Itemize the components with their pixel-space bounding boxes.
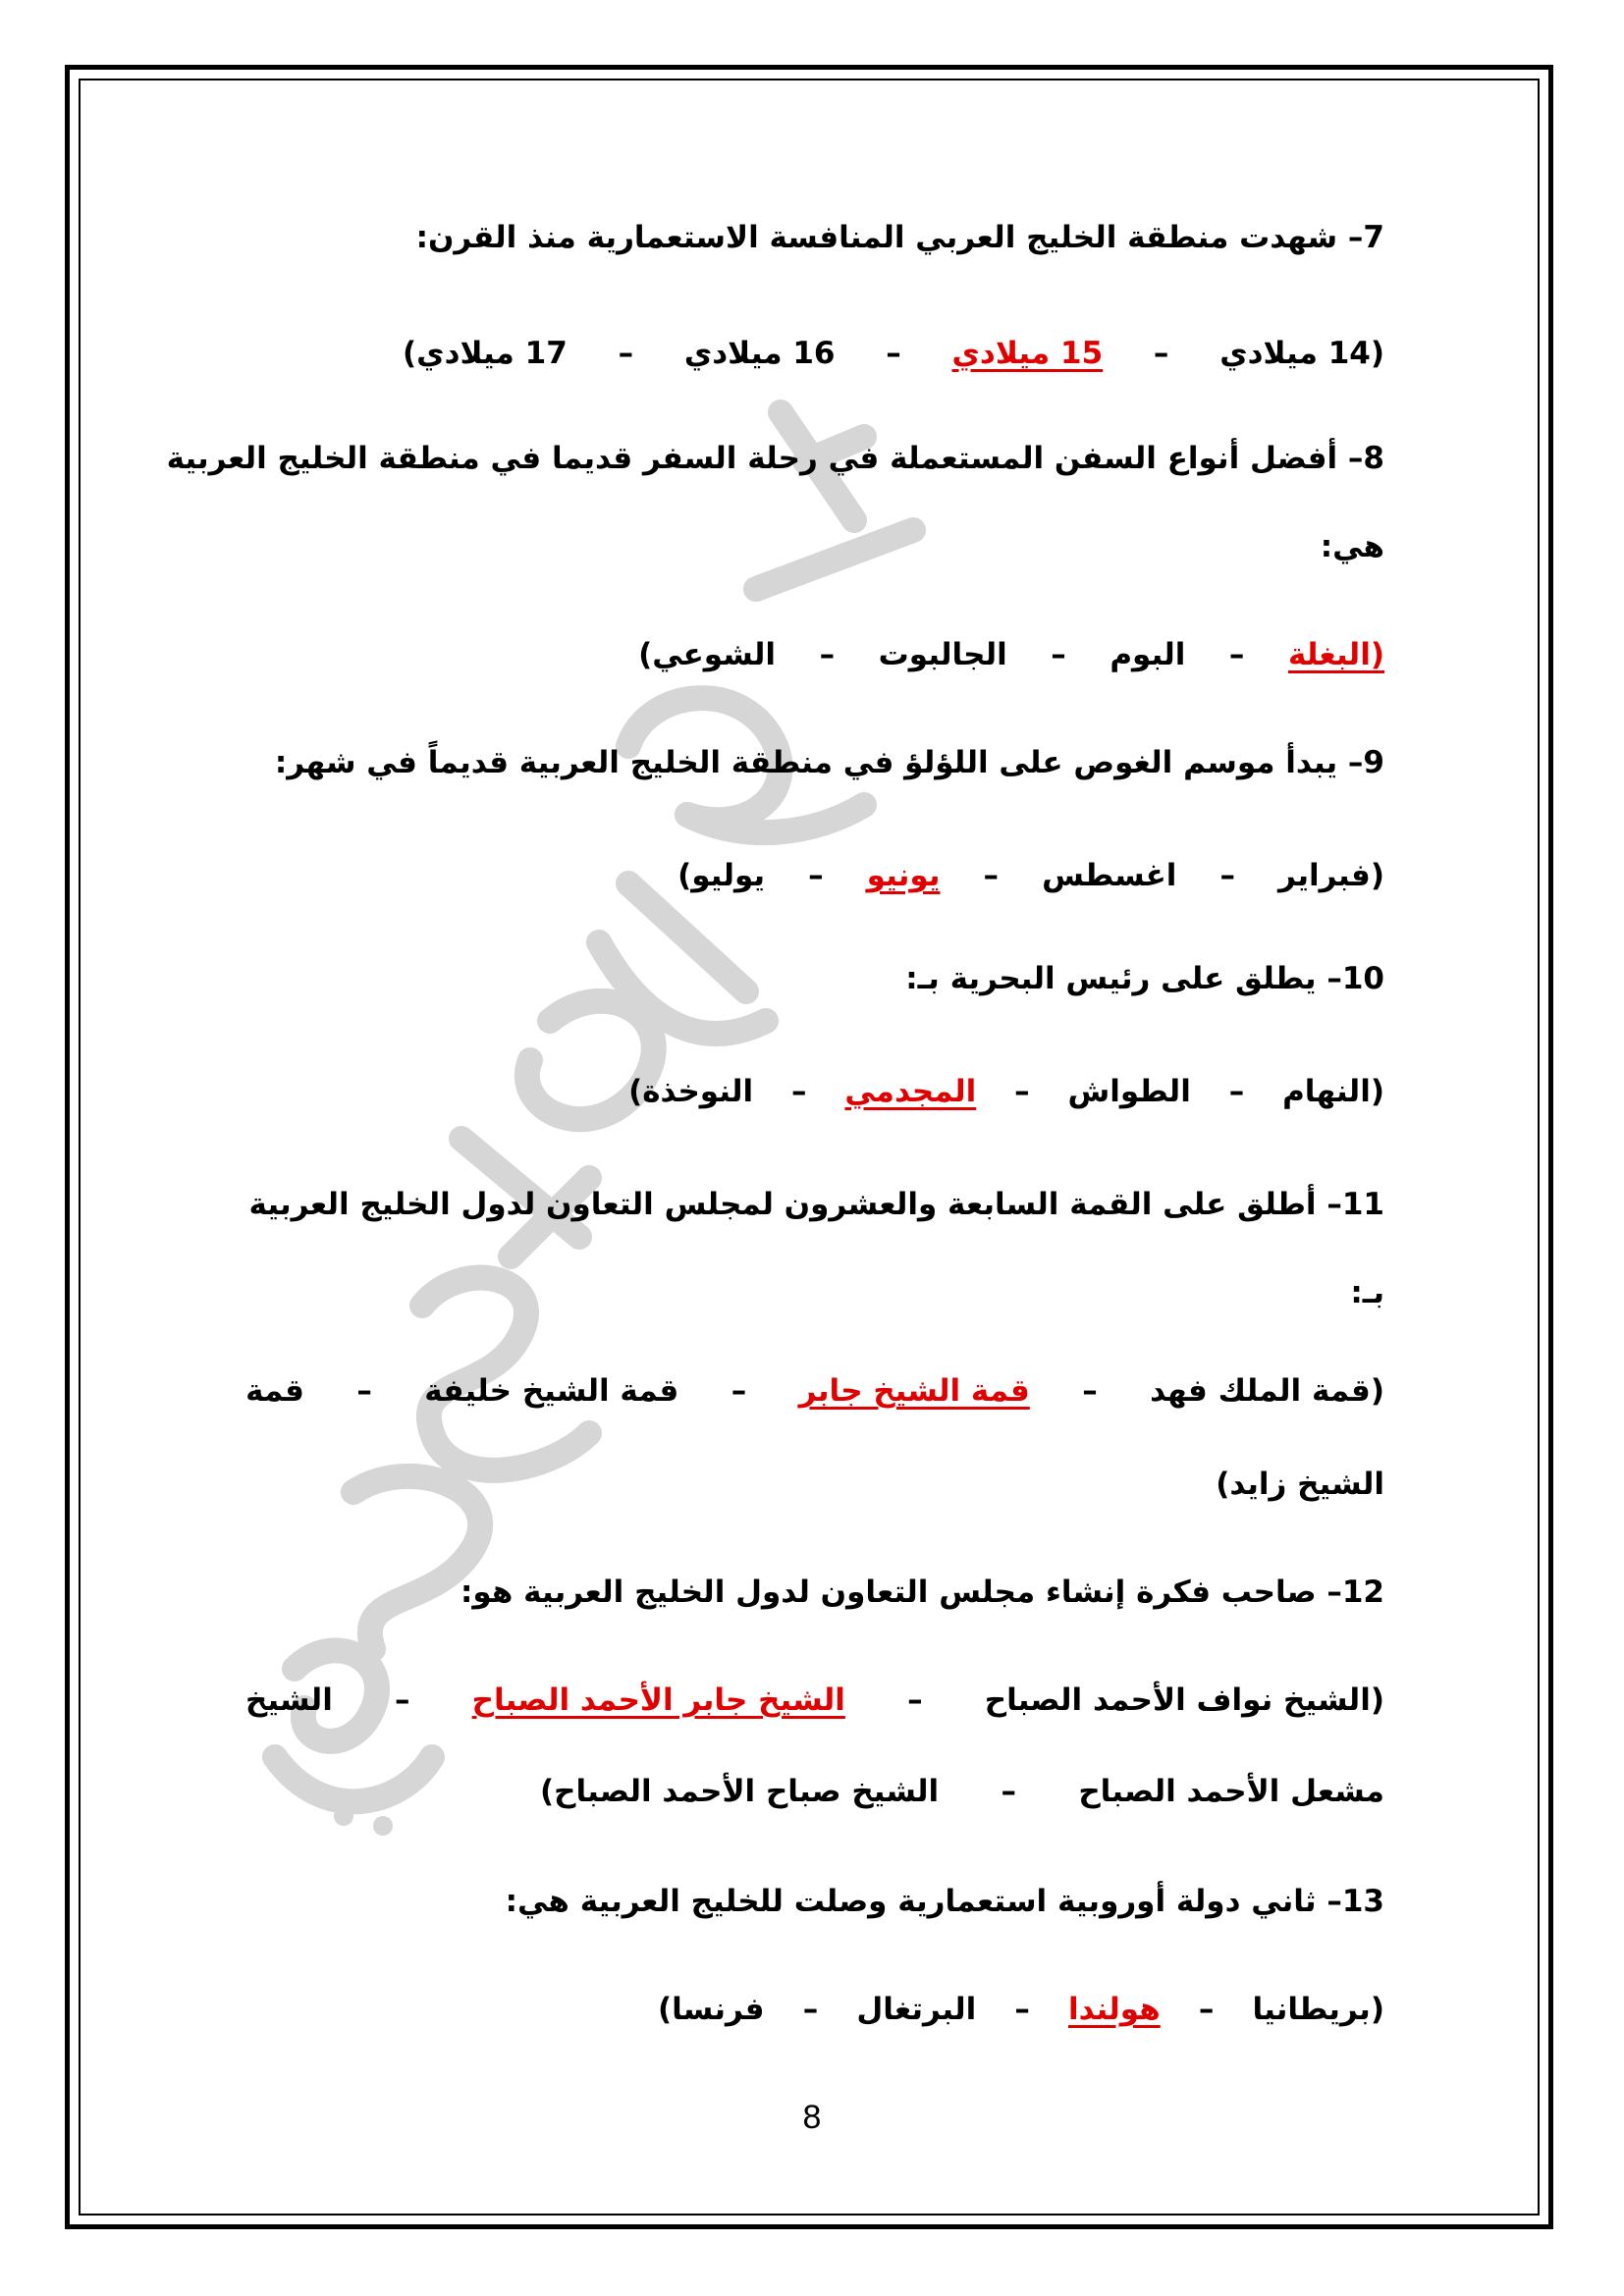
options-8 xyxy=(638,633,1384,676)
option: مشعل الأحمد الصباح xyxy=(1078,1774,1384,1809)
separator: – xyxy=(731,1373,747,1409)
option: اغسطس xyxy=(1042,858,1177,893)
option: الشيخ xyxy=(245,1682,333,1718)
separator: – xyxy=(791,1074,807,1109)
correct-answer: المجدمي xyxy=(844,1074,977,1109)
options-13 xyxy=(658,1988,1384,2031)
separator: – xyxy=(886,336,901,371)
option: (الشيخ نواف الأحمد الصباح xyxy=(984,1682,1384,1718)
separator: – xyxy=(1001,1774,1016,1809)
separator: – xyxy=(356,1373,372,1409)
page-number: 8 xyxy=(802,2099,822,2136)
options-9 xyxy=(677,854,1384,897)
options-11 xyxy=(245,1369,1384,1413)
separator: – xyxy=(819,637,836,672)
options-12-cont xyxy=(540,1770,1384,1813)
correct-answer: هولندا xyxy=(1067,1992,1161,2027)
option: النوخذة) xyxy=(628,1074,754,1109)
separator: – xyxy=(1228,1074,1245,1109)
option: الجالبوت xyxy=(878,637,1007,672)
question-7: 7– شهدت منطقة الخليج العربي المنافسة الاستعمارية منذ القرن: xyxy=(415,220,1384,255)
question-text: 8– أفضل أنواع السفن المستعملة في رحلة السفر قديما في منطقة الخليج العربية xyxy=(166,441,1384,476)
correct-answer: قمة الشيخ جابر xyxy=(798,1373,1030,1409)
options-10 xyxy=(628,1070,1384,1113)
option: (النهام xyxy=(1282,1074,1384,1109)
option: (بريطانيا xyxy=(1252,1992,1384,2027)
separator: – xyxy=(907,1682,923,1718)
options-12 xyxy=(245,1679,1384,1722)
option: الطواش xyxy=(1067,1074,1191,1109)
option: قمة الشيخ خليفة xyxy=(424,1373,679,1409)
separator: – xyxy=(1228,637,1245,672)
option: (قمة الملك فهد xyxy=(1150,1373,1384,1409)
separator: – xyxy=(618,336,634,371)
option: قمة xyxy=(245,1373,304,1409)
question-11: 11– أطلق على القمة السابعة والعشرون لمجلس التعاون لدول الخليج العربية xyxy=(248,1187,1384,1222)
option: (فبراير xyxy=(1278,858,1384,893)
option: 17 ميلادي) xyxy=(403,336,568,371)
separator: – xyxy=(808,858,824,893)
question-11-cont: بـ: xyxy=(1350,1275,1384,1310)
option: البوم xyxy=(1110,637,1186,672)
options-11-cont: الشيخ زايد) xyxy=(1216,1467,1384,1502)
question-8 xyxy=(166,437,1384,480)
separator: – xyxy=(1051,637,1066,672)
separator: – xyxy=(394,1682,410,1718)
option: فرنسا) xyxy=(658,1992,765,2027)
option: الشيخ صباح الأحمد الصباح) xyxy=(540,1774,940,1809)
option: يوليو) xyxy=(677,858,766,893)
option: (14 ميلادي xyxy=(1219,336,1384,371)
separator: – xyxy=(1198,1992,1215,2027)
question-12: 12– صاحب فكرة إنشاء مجلس التعاون لدول الخليج العربية هو: xyxy=(460,1575,1384,1610)
question-10: 10– يطلق على رئيس البحرية بـ: xyxy=(905,961,1384,996)
correct-answer: يونيو xyxy=(866,858,941,893)
option: البرتغال xyxy=(856,1992,977,2027)
correct-answer: (البغلة xyxy=(1287,637,1384,672)
question-9: 9– يبدأ موسم الغوص على اللؤلؤ في منطقة الخليج العربية قديماً في شهر: xyxy=(274,745,1384,780)
separator: – xyxy=(983,858,1000,893)
question-8-cont: هي: xyxy=(1320,529,1384,564)
correct-answer: الشيخ جابر الأحمد الصباح xyxy=(471,1682,845,1718)
option: 16 ميلادي xyxy=(683,336,836,371)
separator: – xyxy=(1014,1992,1030,2027)
separator: – xyxy=(1014,1074,1030,1109)
question-13: 13– ثاني دولة أوروبية استعمارية وصلت للخليج العربية هي: xyxy=(505,1884,1384,1919)
options-7 xyxy=(403,332,1384,375)
separator: – xyxy=(1082,1373,1098,1409)
correct-answer: 15 ميلادي xyxy=(951,336,1104,371)
separator: – xyxy=(1153,336,1169,371)
option: الشوعي) xyxy=(638,637,777,672)
separator: – xyxy=(1219,858,1235,893)
separator: – xyxy=(802,1992,819,2027)
